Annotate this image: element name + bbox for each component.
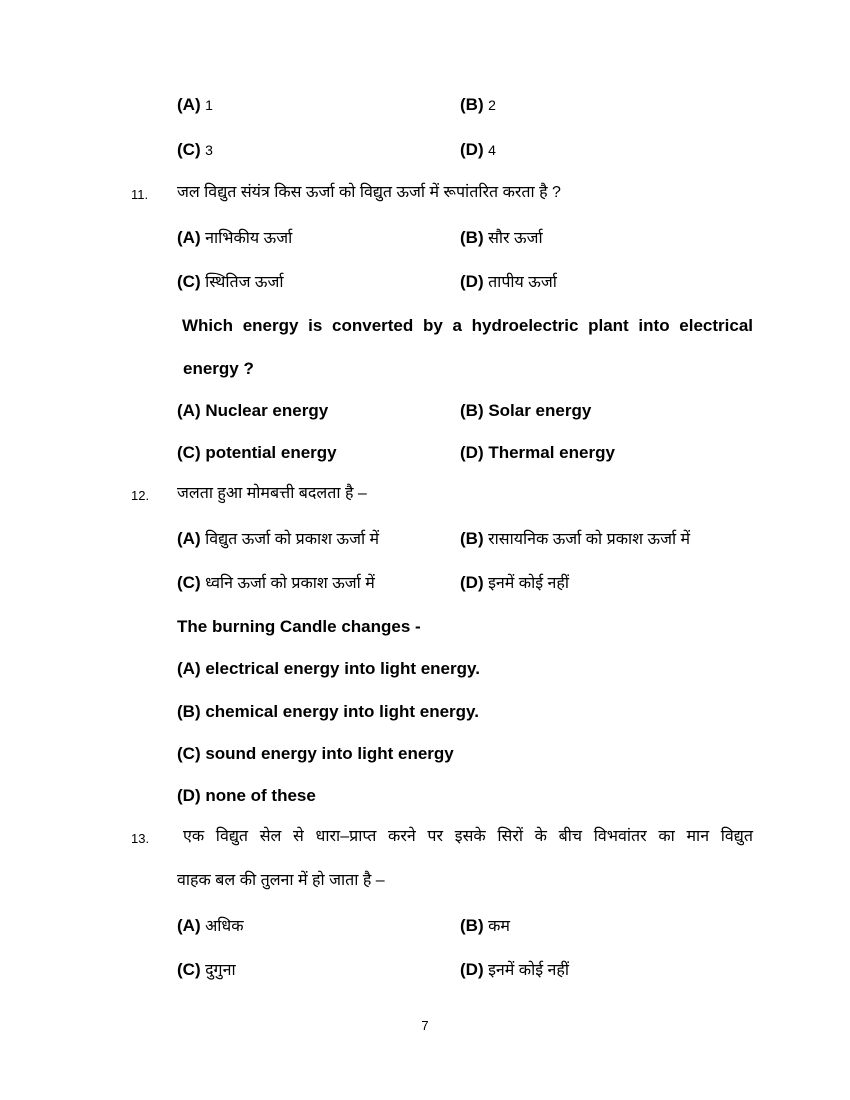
option-c bbox=[177, 140, 213, 161]
option-d-english: (D) Thermal energy bbox=[460, 443, 615, 462]
option-label: (B) bbox=[460, 916, 484, 935]
option-label: (C) bbox=[177, 960, 201, 979]
option-label: (A) bbox=[177, 228, 201, 247]
option-b bbox=[460, 95, 496, 116]
option-value: 4 bbox=[488, 142, 496, 158]
question-text-hindi: जलता हुआ मोमबत्ती बदलता है – bbox=[177, 485, 367, 502]
option-text: स्थितिज ऊर्जा bbox=[205, 274, 284, 291]
option-text: विद्युत ऊर्जा को प्रकाश ऊर्जा में bbox=[205, 531, 380, 548]
option-c bbox=[177, 573, 375, 594]
option-label: (C) bbox=[177, 272, 201, 291]
option-value: 3 bbox=[205, 142, 213, 158]
option-a bbox=[177, 95, 213, 116]
option-d bbox=[460, 272, 557, 293]
option-d bbox=[460, 140, 496, 161]
option-d bbox=[460, 960, 569, 981]
question-text-hindi: जल विद्युत संयंत्र किस ऊर्जा को विद्युत ऊर्जा में रूपांतरित करता है ? bbox=[177, 184, 561, 201]
question-number: 12. bbox=[131, 488, 150, 503]
question-text-english: The burning Candle changes - bbox=[177, 617, 421, 636]
option-text: नाभिकीय ऊर्जा bbox=[205, 230, 293, 247]
option-text: तापीय ऊर्जा bbox=[488, 274, 557, 291]
option-a-english: (A) Nuclear energy bbox=[177, 401, 329, 420]
option-label: (C) bbox=[177, 140, 201, 159]
option-label: (B) bbox=[460, 228, 484, 247]
option-label: (B) bbox=[460, 95, 484, 114]
option-b bbox=[460, 916, 510, 937]
question-text-english: Which energy is converted by a hydroelectric plant into electrical bbox=[182, 316, 753, 335]
option-a-english: (A) electrical energy into light energy. bbox=[177, 659, 480, 678]
option-label: (C) bbox=[177, 573, 201, 592]
option-c-english: (C) potential energy bbox=[177, 443, 337, 462]
option-c bbox=[177, 272, 284, 293]
option-label: (D) bbox=[460, 960, 484, 979]
option-value: 2 bbox=[488, 97, 496, 113]
option-label: (A) bbox=[177, 916, 201, 935]
option-text: कम bbox=[488, 918, 510, 935]
option-a bbox=[177, 916, 244, 937]
option-label: (D) bbox=[460, 140, 484, 159]
option-a bbox=[177, 228, 292, 249]
option-c-english: (C) sound energy into light energy bbox=[177, 744, 454, 763]
option-b-english: (B) Solar energy bbox=[460, 401, 592, 420]
option-label: (A) bbox=[177, 95, 201, 114]
option-value: 1 bbox=[205, 97, 213, 113]
option-label: (B) bbox=[460, 529, 484, 548]
page-number: 7 bbox=[421, 1018, 429, 1033]
question-text-hindi-cont: वाहक बल की तुलना में हो जाता है – bbox=[177, 872, 385, 889]
option-label: (A) bbox=[177, 529, 201, 548]
option-text: इनमें कोई नहीं bbox=[488, 575, 570, 592]
option-label: (D) bbox=[460, 272, 484, 291]
option-a bbox=[177, 529, 379, 550]
option-b bbox=[460, 529, 690, 550]
option-d bbox=[460, 573, 569, 594]
option-d-english: (D) none of these bbox=[177, 786, 316, 805]
option-text: इनमें कोई नहीं bbox=[488, 962, 570, 979]
question-text-hindi: एक विद्युत सेल से धारा–प्राप्त करने पर इसके सिरों के बीच विभवांतर का मान विद्युत bbox=[183, 828, 753, 845]
option-c bbox=[177, 960, 236, 981]
option-text: रासायनिक ऊर्जा को प्रकाश ऊर्जा में bbox=[488, 531, 691, 548]
option-text: ध्वनि ऊर्जा को प्रकाश ऊर्जा में bbox=[205, 575, 375, 592]
question-number: 13. bbox=[131, 831, 150, 846]
option-b-english: (B) chemical energy into light energy. bbox=[177, 702, 479, 721]
option-text: सौर ऊर्जा bbox=[488, 230, 543, 247]
question-text-english-cont: energy ? bbox=[183, 359, 254, 378]
question-number: 11. bbox=[131, 187, 149, 202]
option-text: अधिक bbox=[205, 918, 244, 935]
option-b bbox=[460, 228, 543, 249]
option-text: दुगुना bbox=[205, 962, 236, 979]
option-label: (D) bbox=[460, 573, 484, 592]
